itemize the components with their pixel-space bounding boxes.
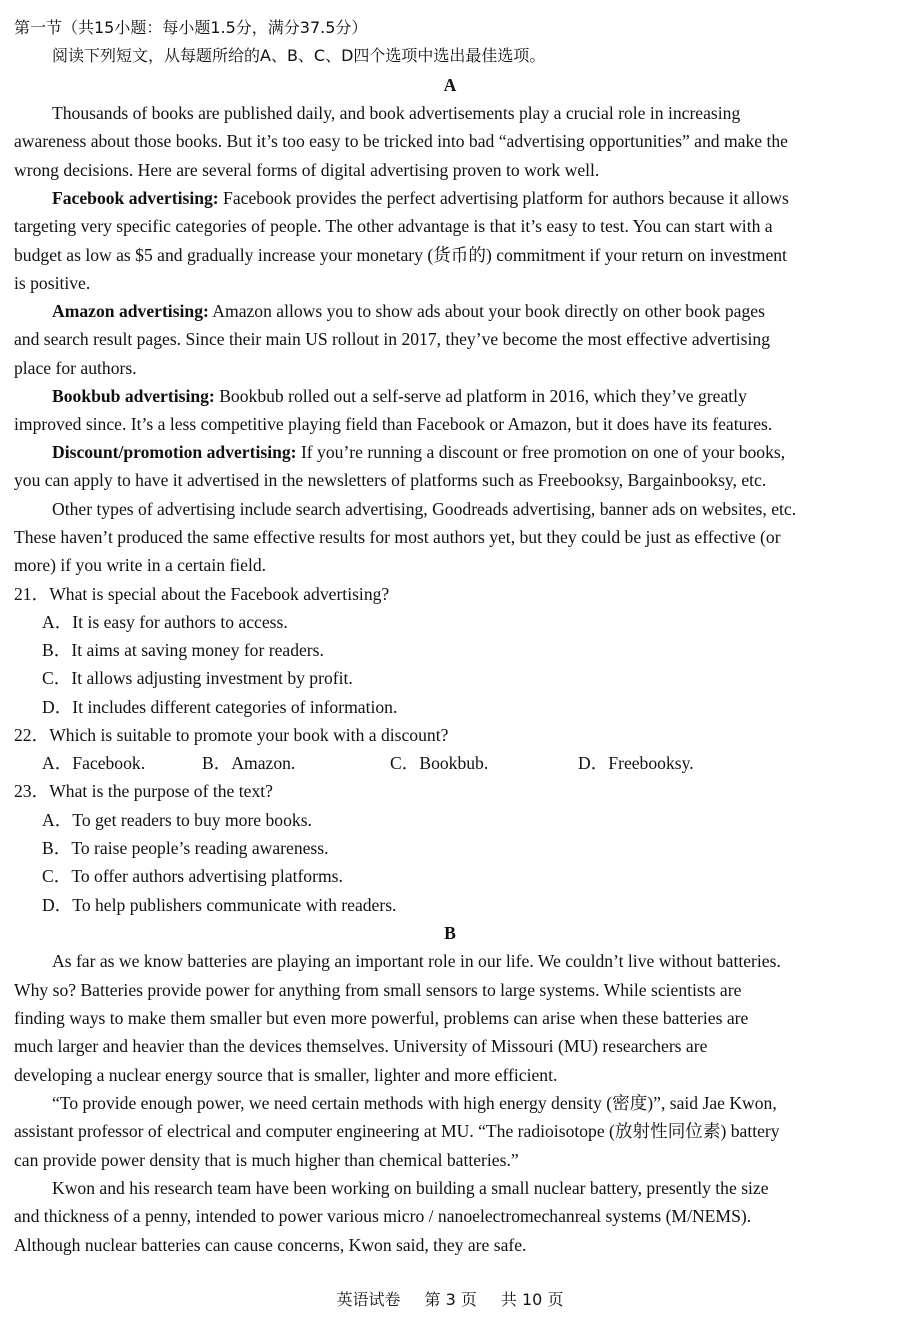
question-21-option-a[interactable]: A．It is easy for authors to access. — [42, 612, 288, 632]
passage-b-p2-line: can provide power density that is much higher than chemical batteries.” — [14, 1150, 519, 1170]
passage-b-p1-line: finding ways to make them smaller but even more powerful, problems can arise when these batteries are — [14, 1008, 749, 1028]
question-23-option-d[interactable]: D．To help publishers communicate with readers. — [42, 895, 397, 915]
passage-a-p1-line: Thousands of books are published daily, and book advertisements play a crucial role in increasing — [52, 103, 741, 123]
passage-b-p2-line: assistant professor of electrical and computer engineering at MU. “The radioisotope (放射性同位素) battery — [14, 1121, 780, 1141]
footer-page-number: 第 3 页 — [424, 1290, 477, 1309]
amazon-paragraph-line: place for authors. — [14, 358, 137, 378]
question-23-option-a[interactable]: A．To get readers to buy more books. — [42, 810, 312, 830]
question-21-option-d[interactable]: D．It includes different categories of information. — [42, 697, 398, 717]
question-22-options — [0, 749, 900, 777]
bookbub-text: Bookbub rolled out a self-serve ad platform in 2016, which they’ve greatly — [214, 386, 747, 406]
question-22-option-c[interactable]: C．Bookbub. — [390, 753, 489, 773]
facebook-heading: Facebook advertising: — [52, 188, 219, 208]
question-23-option-b[interactable]: B．To raise people’s reading awareness. — [42, 838, 329, 858]
passage-b-p3-line: Kwon and his research team have been working on building a small nuclear battery, presently the size — [52, 1178, 769, 1198]
other-paragraph-line: These haven’t produced the same effective results for most authors yet, but they could be just as effective (or — [14, 527, 781, 547]
discount-paragraph-line: you can apply to have it advertised in the newsletters of platforms such as Freebooksy, Bargainbooksy, etc. — [14, 470, 767, 490]
passage-b-p2-line: “To provide enough power, we need certain methods with high energy density (密度)”, said Jae Kwon, — [52, 1093, 777, 1113]
section-header: 第一节（共15小题：每小题1.5分，满分37.5分） — [14, 18, 368, 37]
question-22-option-a[interactable]: A．Facebook. — [42, 753, 146, 773]
passage-b-p1-line: As far as we know batteries are playing an important role in our life. We couldn’t live without batteries. — [52, 951, 781, 971]
amazon-text: Amazon allows you to show ads about your book directly on other book pages — [208, 301, 765, 321]
passage-a-label: A — [443, 75, 457, 95]
question-21-option-c[interactable]: C．It allows adjusting investment by profit. — [42, 668, 353, 688]
facebook-paragraph-line: budget as low as $5 and gradually increase your monetary (货币的) commitment if your return on investment — [14, 245, 787, 265]
bookbub-paragraph-line: improved since. It’s a less competitive playing field than Facebook or Amazon, but it does have its features. — [14, 414, 773, 434]
passage-b-p1-line: much larger and heavier than the devices themselves. University of Missouri (MU) researchers are — [14, 1036, 708, 1056]
discount-text: If you’re running a discount or free promotion on one of your books, — [296, 442, 786, 462]
passage-b-p1-line: Why so? Batteries provide power for anything from small sensors to large systems. While scientists are — [14, 980, 742, 1000]
question-22-option-d[interactable]: D．Freebooksy. — [578, 753, 694, 773]
question-23-option-c[interactable]: C．To offer authors advertising platforms. — [42, 866, 343, 886]
question-22-option-b[interactable]: B．Amazon. — [202, 753, 296, 773]
question-22-stem: 22．Which is suitable to promote your book with a discount? — [14, 725, 449, 745]
discount-paragraph-line — [52, 438, 890, 466]
passage-b-p1-line: developing a nuclear energy source that is smaller, lighter and more efficient. — [14, 1065, 558, 1085]
facebook-paragraph-line: is positive. — [14, 273, 91, 293]
discount-heading: Discount/promotion advertising: — [52, 442, 297, 462]
section-instruction: 阅读下列短文，从每题所给的A、B、C、D四个选项中选出最佳选项。 — [52, 46, 546, 65]
facebook-paragraph-line — [52, 184, 890, 212]
passage-b-label: B — [444, 923, 456, 943]
other-paragraph-line: Other types of advertising include search advertising, Goodreads advertising, banner ads on websites, etc. — [52, 499, 797, 519]
passage-a-p1-line: wrong decisions. Here are several forms of digital advertising proven to work well. — [14, 160, 600, 180]
page-footer — [0, 1288, 900, 1313]
footer-total-pages: 共 10 页 — [500, 1290, 564, 1309]
question-21-stem: 21．What is special about the Facebook advertising? — [14, 584, 390, 604]
bookbub-heading: Bookbub advertising: — [52, 386, 215, 406]
amazon-paragraph-line — [52, 297, 890, 325]
facebook-text: Facebook provides the perfect advertising platform for authors because it allows — [218, 188, 789, 208]
question-21-option-b[interactable]: B．It aims at saving money for readers. — [42, 640, 324, 660]
bookbub-paragraph-line — [52, 382, 890, 410]
facebook-paragraph-line: targeting very specific categories of people. The other advantage is that it’s easy to test. You can start with a — [14, 216, 773, 236]
amazon-paragraph-line: and search result pages. Since their main US rollout in 2017, they’ve become the most effective advertising — [14, 329, 770, 349]
question-23-stem: 23．What is the purpose of the text? — [14, 781, 273, 801]
other-paragraph-line: more) if you write in a certain field. — [14, 555, 267, 575]
footer-subject: 英语试卷 — [336, 1290, 401, 1309]
passage-b-p3-line: Although nuclear batteries can cause concerns, Kwon said, they are safe. — [14, 1235, 527, 1255]
passage-a-p1-line: awareness about those books. But it’s too easy to be tricked into bad “advertising opportunities” and make the — [14, 131, 788, 151]
passage-b-p3-line: and thickness of a penny, intended to power various micro / nanoelectromechanreal systems (M/NEMS). — [14, 1206, 752, 1226]
amazon-heading: Amazon advertising: — [52, 301, 209, 321]
